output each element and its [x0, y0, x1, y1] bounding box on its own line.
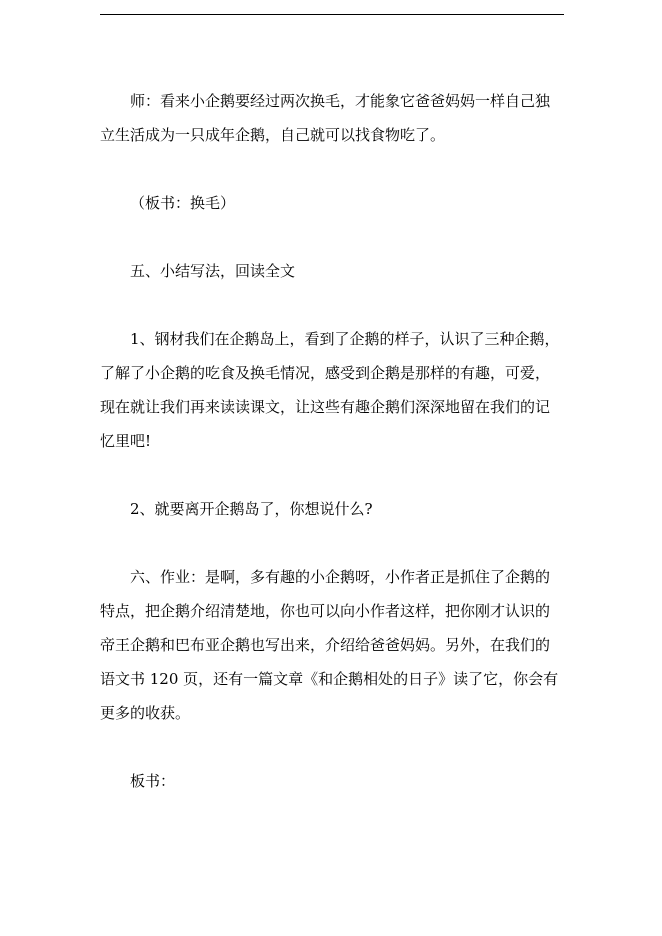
section-heading-summary: 五、小结写法，回读全文 — [130, 262, 296, 280]
document-body — [100, 84, 564, 798]
paragraph-homework: 六、作业：是啊，多有趣的小企鹅呀，小作者正是抓住了企鹅的特点，把企鹅介绍清楚地，你也可以向小作者这样，把你刚才认识的帝王企鹅和巴布亚企鹅也写出来，介绍给爸爸妈妈。另外，在我们的语文书 120 页，还有一篇文章《和企鹅相处的日子》读了它，你会有更多的收获。 — [100, 568, 559, 722]
paragraph-gap — [100, 288, 564, 322]
paragraph-gap — [100, 458, 564, 492]
paragraph-board-note-molting: （板书：换毛） — [130, 194, 236, 212]
paragraph-teacher-remark: 师：看来小企鹅要经过两次换毛，才能象它爸爸妈妈一样自己独立生活成为一只成年企鹅，自己就可以找食物吃了。 — [100, 92, 551, 144]
paragraph-gap — [100, 730, 564, 764]
header-rule — [100, 14, 564, 15]
paragraph-gap — [100, 152, 564, 186]
paragraph-summary-1: 1、钢材我们在企鹅岛上，看到了企鹅的样子，认识了三种企鹅，了解了小企鹅的吃食及换毛情况，感受到企鹅是那样的有趣，可爱，现在就让我们再来读读课文，让这些有趣企鹅们深深地留在我们的记忆里吧! — [100, 330, 560, 450]
paragraph-board-label: 板书： — [130, 772, 176, 790]
paragraph-gap — [100, 220, 564, 254]
paragraph-summary-2: 2、就要离开企鹅岛了，你想说什么? — [130, 500, 373, 518]
paragraph-gap — [100, 526, 564, 560]
